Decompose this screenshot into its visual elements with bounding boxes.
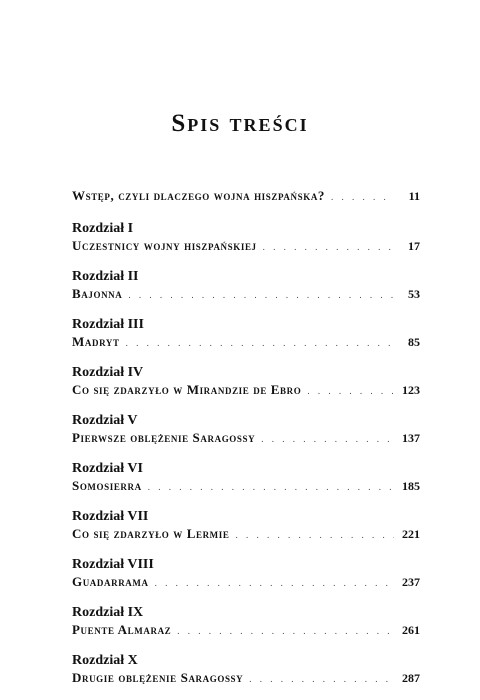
toc-page-number: 123 — [402, 383, 420, 397]
toc-entry-title: Uczestnicy wojny hiszpańskiej — [72, 238, 257, 253]
toc-page-number: 221 — [402, 527, 420, 541]
toc-page-number: 287 — [402, 671, 420, 685]
toc-entry-title: Co się zdarzyło w Mirandzie de Ebro — [72, 382, 302, 397]
toc-row — [72, 187, 420, 206]
toc-entry-title: Puente Almaraz — [72, 622, 172, 637]
toc-entry-title: Bajonna — [72, 286, 123, 301]
leader-dots — [235, 526, 394, 544]
toc-entry-chapter-2 — [72, 268, 420, 304]
toc-entry-title: Guadarrama — [72, 574, 149, 589]
toc-page-number: 85 — [408, 335, 420, 349]
toc-page-number: 11 — [408, 189, 420, 203]
toc-row — [72, 525, 420, 544]
chapter-label: Rozdział VI — [72, 461, 143, 476]
toc-entry-chapter-3 — [72, 316, 420, 352]
toc-page-number: 185 — [402, 479, 420, 493]
leader-dots — [177, 622, 394, 640]
page-title: Spis treści — [171, 110, 309, 137]
toc-entry-title: Drugie oblężenie Saragossy — [72, 670, 244, 685]
toc-page-number: 237 — [402, 575, 420, 589]
toc-row — [72, 669, 420, 688]
toc-page-number: 137 — [402, 431, 420, 445]
toc-entry-title: Co się zdarzyło w Lermie — [72, 526, 230, 541]
toc-entry-title: Madryt — [72, 334, 120, 349]
toc-row — [72, 477, 420, 496]
leader-dots — [148, 478, 394, 496]
toc-row — [72, 573, 420, 592]
toc-entry-title: Wstęp, czyli dlaczego wojna hiszpańska? — [72, 188, 326, 203]
toc-entry-chapter-10 — [72, 652, 420, 688]
toc-row — [72, 429, 420, 448]
chapter-label: Rozdział VIII — [72, 557, 154, 572]
toc-entry-title: Pierwsze oblężenie Saragossy — [72, 430, 256, 445]
leader-dots — [126, 334, 394, 352]
leader-dots — [261, 430, 394, 448]
chapter-label: Rozdział I — [72, 221, 134, 236]
leader-dots — [128, 286, 394, 304]
chapter-label: Rozdział IV — [72, 365, 144, 380]
toc-entry-chapter-9 — [72, 604, 420, 640]
toc-entry-chapter-6 — [72, 460, 420, 496]
toc-row — [72, 285, 420, 304]
toc-row — [72, 333, 420, 352]
leader-dots — [249, 670, 394, 688]
chapter-label: Rozdział IX — [72, 605, 144, 620]
leader-dots — [155, 574, 394, 592]
toc-row — [72, 381, 420, 400]
toc-entry-chapter-7 — [72, 508, 420, 544]
chapter-label: Rozdział X — [72, 653, 138, 668]
toc-page-number: 53 — [408, 287, 420, 301]
toc-entry-title: Somosierra — [72, 478, 142, 493]
table-of-contents — [72, 187, 420, 700]
toc-entry-chapter-8 — [72, 556, 420, 592]
toc-page-number: 261 — [402, 623, 420, 637]
leader-dots — [263, 238, 394, 256]
leader-dots — [331, 188, 394, 206]
toc-entry-intro — [72, 187, 420, 206]
chapter-label: Rozdział II — [72, 269, 139, 284]
toc-row — [72, 621, 420, 640]
toc-entry-chapter-5 — [72, 412, 420, 448]
toc-page-number: 17 — [408, 239, 420, 253]
toc-entry-chapter-1 — [72, 220, 420, 256]
chapter-label: Rozdział III — [72, 317, 144, 332]
toc-entry-chapter-4 — [72, 364, 420, 400]
toc-row — [72, 237, 420, 256]
chapter-label: Rozdział VII — [72, 509, 149, 524]
leader-dots — [307, 382, 394, 400]
chapter-label: Rozdział V — [72, 413, 138, 428]
